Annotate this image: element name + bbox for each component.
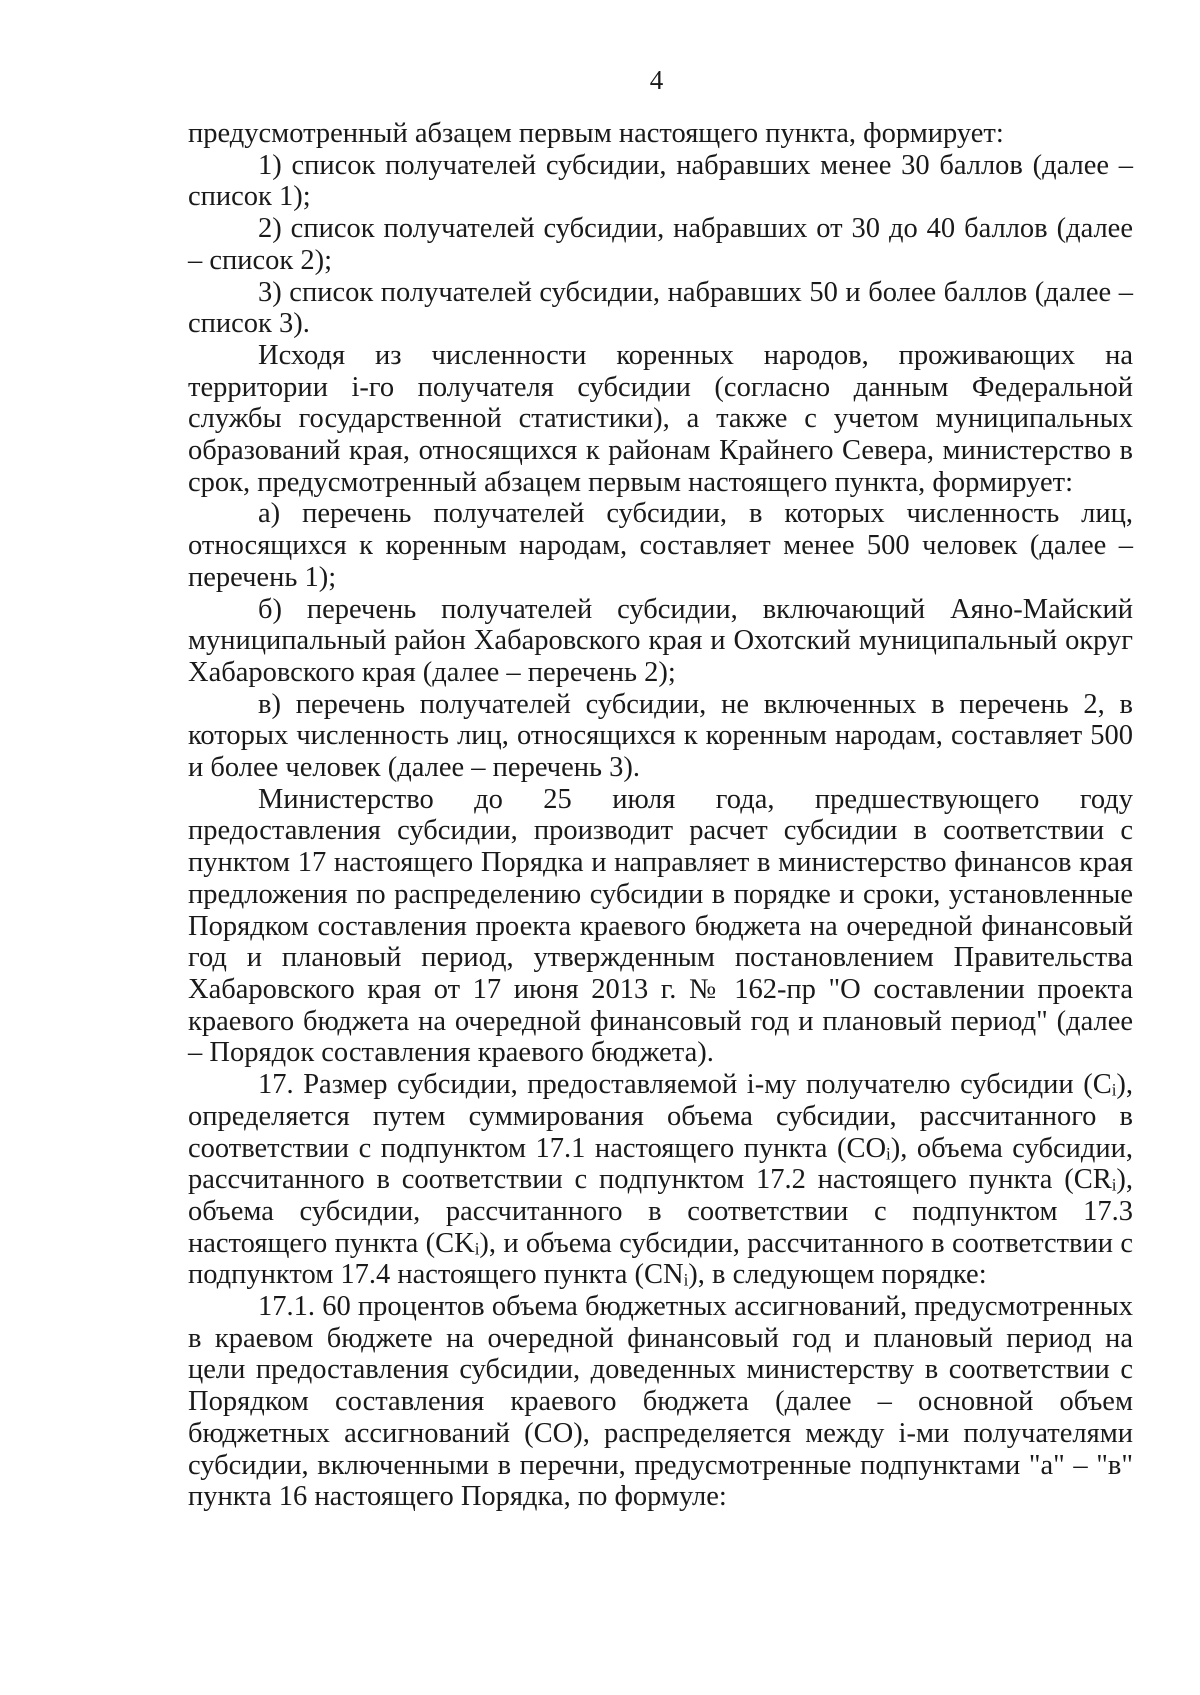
list-item: б) перечень получателей субсидии, включающий Аяно-Майский муниципальный район Хабаровского края и Охотский муниципальный округ Хабаровского края (далее – перечень 2); bbox=[188, 593, 1133, 688]
list-item: в) перечень получателей субсидии, не включенных в перечень 2, в которых численность лиц, относящихся к коренным народам, составляет 500 и более человек (далее – перечень 3). bbox=[188, 688, 1133, 784]
list-item: 2) список получателей субсидии, набравших от 30 до 40 баллов (далее – список 2); bbox=[188, 213, 1133, 276]
list-item: 3) список получателей субсидии, набравших 50 и более баллов (далее – список 3). bbox=[188, 276, 1133, 340]
document-page bbox=[188, 60, 1133, 1513]
paragraph: предусмотренный абзацем первым настоящего пункта, формирует: bbox=[188, 118, 1004, 149]
document-body bbox=[188, 118, 1133, 1513]
section-17-paragraph: 17. Размер субсидии, предоставляемой i-му получателю субсидии (Cᵢ), определяется путем суммирования объема субсидии, рассчитанного в соответствии с подпунктом 17.1 настоящего пункта (COᵢ), объема субсидии, рассчитанного в соответствии с подпунктом 17.2 настоящего пункта (CRᵢ), объема субсидии, рассчитанного в соответствии с подпунктом 17.3 настоящего пункта (CKᵢ), и объема субсидии, рассчитанного в соответствии с подпунктом 17.4 настоящего пункта (CNᵢ), в следующем порядке: bbox=[188, 1069, 1133, 1291]
paragraph: Министерство до 25 июля года, предшествующего году предоставления субсидии, производит расчет субсидии в соответствии с пунктом 17 настоящего Порядка и направляет в министерство финансов края предложения по распределению субсидии в порядке и сроки, установленные Порядком составления проекта краевого бюджета на очередной финансовый год и плановый период, утвержденным постановлением Правительства Хабаровского края от 17 июня 2013 г. № 162-пр "О составлении проекта краевого бюджета на очередной финансовый год и плановый период" (далее – Порядок составления краевого бюджета). bbox=[188, 783, 1133, 1069]
page-number: 4 bbox=[649, 65, 664, 95]
list-item: 1) список получателей субсидии, набравших менее 30 баллов (далее – список 1); bbox=[188, 149, 1133, 213]
paragraph: Исходя из численности коренных народов, проживающих на территории i-го получателя субсидии (согласно данным Федеральной службы государственной статистики), а также с учетом муниципальных образований края, относящихся к районам Крайнего Севера, министерство в срок, предусмотренный абзацем первым настоящего пункта, формирует: bbox=[188, 339, 1133, 498]
list-item: а) перечень получателей субсидии, в которых численность лиц, относящихся к коренным народам, составляет менее 500 человек (далее – перечень 1); bbox=[188, 498, 1133, 593]
section-17-1-paragraph: 17.1. 60 процентов объема бюджетных ассигнований, предусмотренных в краевом бюджете на очередной финансовый год и плановый период на цели предоставления субсидии, доведенных министерству в соответствии с Порядком составления краевого бюджета (далее – основной объем бюджетных ассигнований (CO), распределяется между i-ми получателями субсидии, включенными в перечни, предусмотренные подпунктами "а" – "в" пункта 16 настоящего Порядка, по формуле: bbox=[188, 1291, 1133, 1513]
